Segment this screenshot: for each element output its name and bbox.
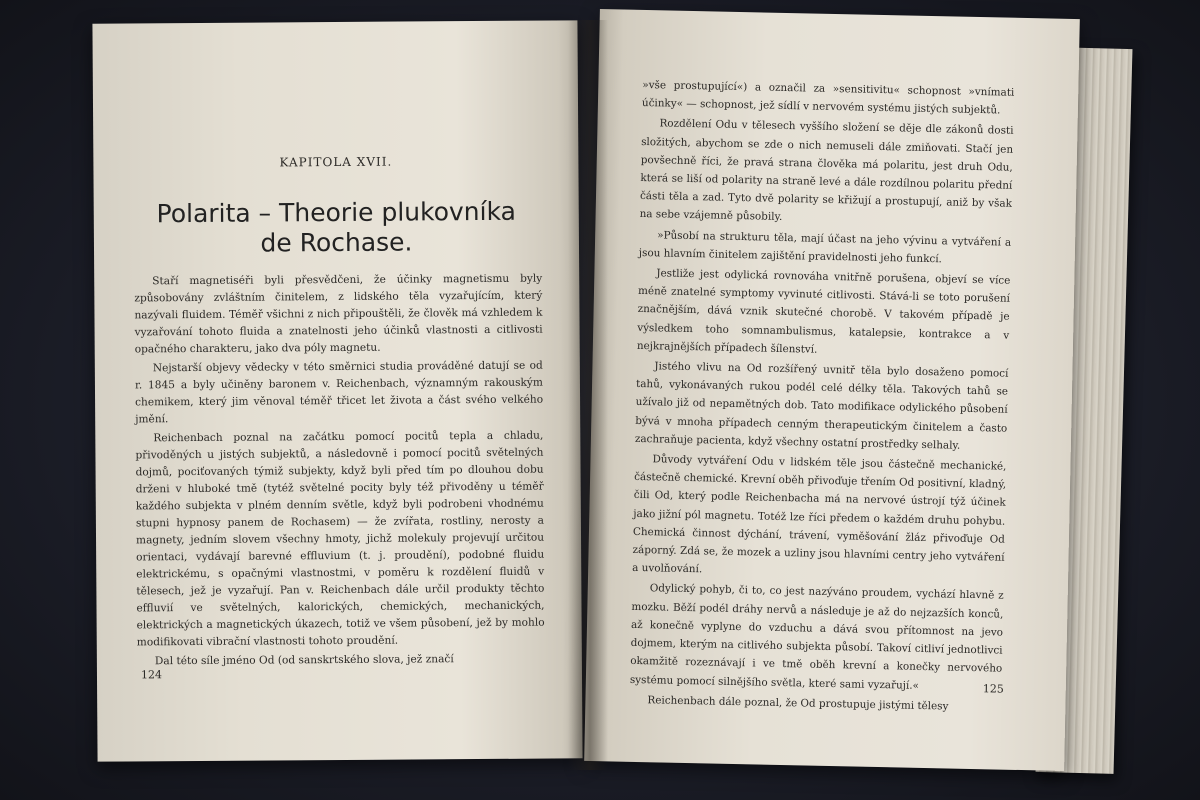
- right-page: [584, 9, 1080, 771]
- chapter-label: KAPITOLA XVII.: [279, 154, 393, 170]
- paragraph: Staří magnetiséři byli přesvědčeni, že účinky magnetismu byly způsobovány zvláštním činitelem, z lidského těla vyzařujícím, který nazývali fluidem. Téměř všichni z nich připouštěli, že člověk má vzhledem k vyzařování tohoto fluida a znatelnosti jeho účinků vlastnosti a citlivosti opačného charakteru, jako dva póly magnetu.: [134, 272, 543, 356]
- paragraph: Reichenbach dále poznal, že Od prostupuje jistými tělesy: [647, 693, 949, 713]
- paragraph: Rozdělení Odu v tělesech vyššího složení se děje dle zákonů dosti složitých, abychom se zde o nich nemuseli dále zmiňovati. Stačí jen povšechně říci, že pravá strana člověka má polaritu, jest druh Odu, která se liší od polarity na straně levé a dále rozdílnou polaritu přední části těla a zad. Tyto dvě polarity se křižují a prostupují, aniž by však na sebe vzájemně působily.: [639, 117, 1014, 224]
- left-page: [92, 20, 582, 761]
- paragraph: Reichenbach poznal na začátku pomocí pocitů tepla a chladu, přivoděných u jistých subjektů, a následovně i pomocí pocitů světelných dojmů, pociťovaných týmiž subjekty, když byli před tím po dlouhou dobu drženi v hluboké tmě (tytéž světelné pocity byly též přivoděny u téměř každého subjekta v plném denním světle, když byli podrobeni vhodnému stupni hypnosy panem de Rochasem) — že zvířata, rostliny, nerosty a magnety, jedním slovem všechny hmoty, jichž molekuly projevují určitou orientaci, vydávají barevné effluvium (t. j. proudění), podobné fluidu elektrickému, s opačnými vlastnostmi, v poměru k rozdělení fluidů v tělesech, jež je vyzařují. Pan v. Reichenbach dále určil produkty těchto effluvií ve světelných, kalorických, chemických, mechanických, elektrických a magnetických úkazech, totiž ve všem působení, jež by mohlo modifikovati vibrační vlastnosti tohoto proudění.: [135, 429, 545, 649]
- paragraph: Jistého vlivu na Od rozšířený uvnitř těla bylo dosaženo pomocí tahů, vykonávaných rukou podél celé délky těla. Takových tahů se užívalo již od nepamětných dob. Tato modifikace odylického působení bývá v mnoha případech cenným therapeutickým činitelem a často zachraňuje pacienta, když všechny ostatní prostředky selhaly.: [634, 360, 1009, 452]
- page-number-left: 124: [140, 668, 163, 682]
- chapter-title-line1: Polarita – Theorie plukovníka: [156, 196, 517, 229]
- right-body-text: [629, 76, 1014, 719]
- paragraph: »Působí na strukturu těla, mají účast na jeho vývinu a vytváření a jsou hlavním činitelem zajištění pravidelnosti jeho funkcí.: [638, 228, 1012, 266]
- chapter-title: [114, 196, 559, 259]
- left-body-text: [134, 271, 545, 673]
- paragraph: Nejstarší objevy vědecky v této směrnici studia prováděné datují se od r. 1845 a byly učiněny baronem v. Reichenbach, významným rakouským chemikem, který jim věnoval téměř třicet let života a část svého velkého jmění.: [134, 359, 544, 426]
- chapter-title-line2: de Rochase.: [260, 227, 413, 258]
- paragraph: Odylický pohyb, či to, co jest nazýváno proudem, vychází hlavně z mozku. Běží podél dráhy nervů a následuje je až do nejzazších konců, až konečně vyplyne do vzduchu a dává svou přítomnost na jevo dojmem, kterým na citlivého subjekta působí. Takoví citliví jednotlivci okamžitě rozeznávají i ve tmě oběh krevní a konečky nervového systému pomocí silnějšího světla, které sami vyzařují.«: [629, 582, 1004, 692]
- page-number-right: 125: [982, 682, 1004, 696]
- book-spine-shadow: [568, 20, 608, 770]
- paragraph: Důvody vytváření Odu v lidském těle jsou částečně mechanické, částečně chemické. Krevní oběh přivoďuje třením Od positivní, kladný, čili Od, který podle Reichenbacha má na nervové ústrojí týž účinek jako jižní pól magnetu. Totéž lze říci předem o každém druhu pohybu. Chemická činnost dýchání, trávení, vyměšování žláz přivoďuje Od záporný. Zdá se, že mozek a uzliny jsou hlavními centry jeho vytváření a uvolňování.: [632, 453, 1007, 576]
- paragraph: Dal této síle jméno Od (od sanskrtského slova, jež značí: [154, 653, 454, 668]
- paragraph: Jestliže jest odylická rovnováha vnitřně porušena, objeví se více méně znatelné symptomy vyvinuté citlivosti. Stává-li se toto porušení značnějším, dává vznik skutečné chorobě. V takovém případě je výsledkem toho somnambulismus, katalepsie, kontrakce a v nejkrajnějších případech šílenství.: [636, 267, 1011, 356]
- paragraph: »vše prostupující«) a označil za »sensitivitu« schopnost »vnímati účinky« — schopnost, jež sídlí v nervovém systému jistých subjektů.: [641, 78, 1015, 117]
